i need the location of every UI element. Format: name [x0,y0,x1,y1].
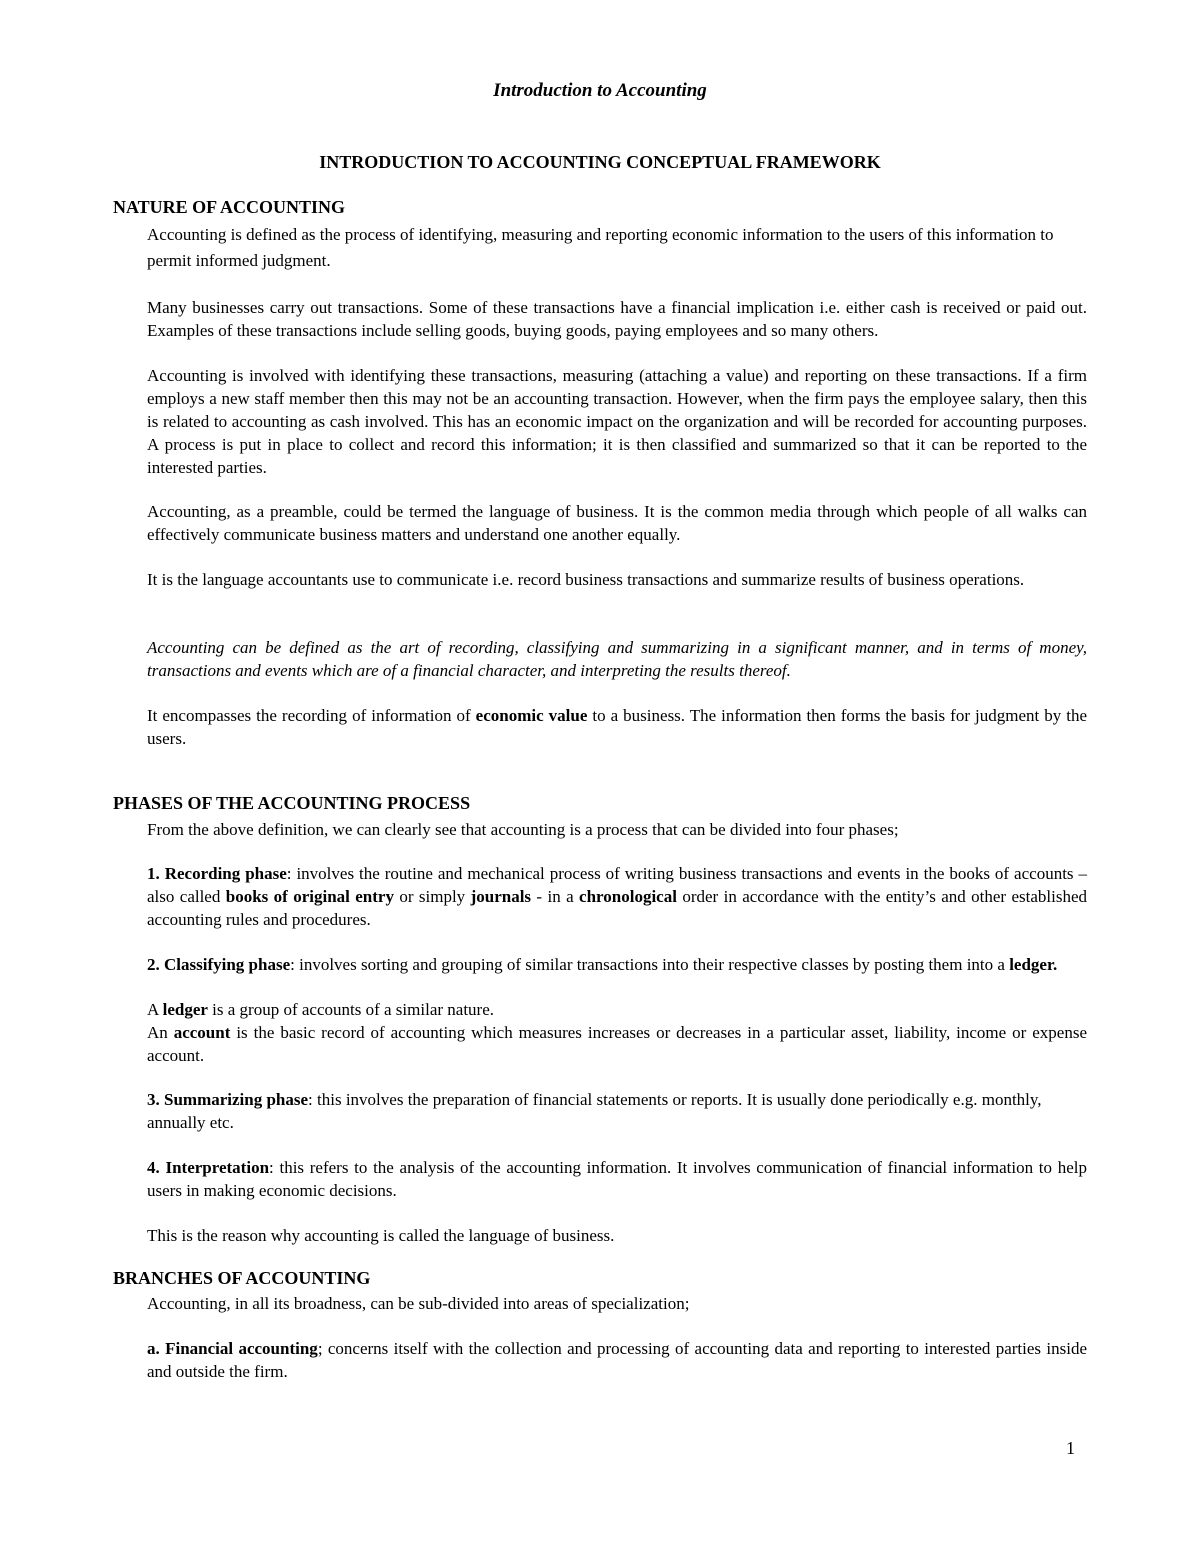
paragraph: Accounting, as a preamble, could be termed the language of business. It is the common media through which people of all walks can effectively communicate business matters and understand one another equally. [147,502,1087,544]
paragraph: It is the language accountants use to communicate i.e. record business transactions and summarize results of business operations. [147,570,1025,589]
paragraph: Accounting, in all its broadness, can be sub-divided into areas of specialization; [147,1294,690,1313]
paragraph: A ledger is a group of accounts of a similar nature. [147,1000,494,1019]
document-title: INTRODUCTION TO ACCOUNTING CONCEPTUAL FRAMEWORK [319,152,881,172]
section-heading-nature: NATURE OF ACCOUNTING [113,197,346,217]
paragraph: An account is the basic record of accounting which measures increases or decreases in a particular asset, liability, income or expense account. [147,1023,1087,1065]
section-heading-branches: BRANCHES OF ACCOUNTING [113,1268,371,1288]
page-number: 1 [1066,1438,1075,1458]
definition-quote: Accounting can be defined as the art of recording, classifying and summarizing in a significant manner, and in terms of money, transactions and events which are of a financial character, and interpreting the results thereof. [147,638,1087,680]
paragraph: This is the reason why accounting is called the language of business. [147,1226,615,1245]
paragraph: From the above definition, we can clearly see that accounting is a process that can be divided into four phases; [147,820,899,839]
paragraph: Accounting is defined as the process of identifying, measuring and reporting economic information to the users of this information to permit informed judgment. [147,225,1054,270]
branch-financial-accounting: a. Financial accounting; concerns itself with the collection and processing of accounting data and reporting to interested parties inside and outside the firm. [147,1339,1087,1381]
paragraph: Many businesses carry out transactions. Some of these transactions have a financial implication i.e. either cash is received or paid out. Examples of these transactions include selling goods, buying goods, paying employees and so many others. [147,298,1087,340]
running-head: Introduction to Accounting [493,80,707,101]
phase-summarizing: 3. Summarizing phase: this involves the preparation of financial statements or reports. It is usually done periodically e.g. monthly, annually etc. [147,1090,1042,1132]
phase-classifying: 2. Classifying phase: involves sorting and grouping of similar transactions into their respective classes by posting them into a ledger. [147,955,1058,974]
section-heading-phases: PHASES OF THE ACCOUNTING PROCESS [113,793,471,813]
paragraph: Accounting is involved with identifying these transactions, measuring (attaching a value) and reporting on these transactions. If a firm employs a new staff member then this may not be an accounting transaction. However, when the firm pays the employee salary, then this is related to accounting as cash involved. This has an economic impact on the organization and will be recorded for accounting purposes. A process is put in place to collect and record this information; it is then classified and summarized so that it can be reported to the interested parties. [147,366,1087,477]
bold-term: economic value [475,706,588,725]
phase-interpretation: 4. Interpretation: this refers to the analysis of the accounting information. It involves communication of financial information to help users in making economic decisions. [147,1158,1087,1200]
phase-recording: 1. Recording phase: involves the routine and mechanical process of writing business transactions and events in the books of accounts – also called books of original entry or simply journals - in a chronological order in accordance with the entity’s and other established accounting rules and procedures. [147,864,1088,929]
paragraph: It encompasses the recording of information of economic value to a business. The information then forms the basis for judgment by the users. [147,706,1087,748]
